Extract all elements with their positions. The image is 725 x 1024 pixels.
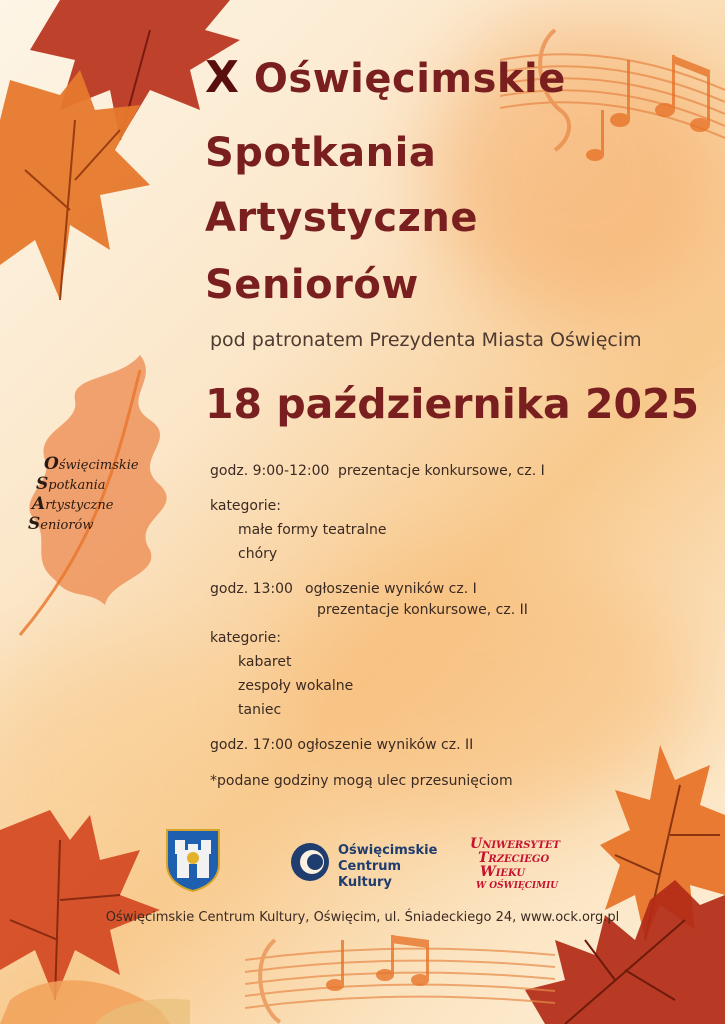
schedule-block1-time: godz. 9:00-12:00 xyxy=(210,463,330,479)
schedule-block1-desc: prezentacje konkursowe, cz. I xyxy=(338,463,545,479)
category-item: taniec xyxy=(238,702,282,718)
ock-logo-text xyxy=(338,843,437,891)
osas-logo-text xyxy=(28,454,139,535)
schedule-block2-time: godz. 13:00 xyxy=(210,581,293,597)
ock-line: Centrum xyxy=(338,859,402,874)
schedule-block2-desc-a: ogłoszenie wyników cz. I xyxy=(305,581,477,597)
category-item: małe formy teatralne xyxy=(238,522,387,538)
ock-line: Kultury xyxy=(338,875,392,890)
ock-line: Oświęcimskie xyxy=(338,843,438,858)
categories-label-1: kategorie: xyxy=(210,498,281,514)
utw-logo xyxy=(470,838,560,892)
osas-line-1: Oświęcimskie xyxy=(44,454,139,474)
osas-line-4: Seniorów xyxy=(28,514,94,534)
utw-line-2: TRZECIEGO xyxy=(478,850,550,866)
footer-address: Oświęcimskie Centrum Kultury, Oświęcim, ul. Śniadeckiego 24, www.ock.org.pl xyxy=(105,910,620,925)
event-date: 18 października 2025 xyxy=(205,380,700,428)
category-item: zespoły wokalne xyxy=(238,678,354,694)
schedule-block3: godz. 17:00 ogłoszenie wyników cz. II xyxy=(210,737,474,753)
title-edition: X xyxy=(205,52,240,103)
categories-label-2: kategorie: xyxy=(210,630,281,646)
utw-line-3: WIEKU xyxy=(480,864,526,880)
maple-leaf-top-left-icon xyxy=(0,0,240,310)
osas-line-3: Artystyczne xyxy=(32,494,114,514)
schedule-note: *podane godziny mogą ulec przesunięciom xyxy=(210,773,513,789)
category-item: chóry xyxy=(238,546,278,562)
music-notes-bottom-icon xyxy=(245,930,555,1024)
category-item: kabaret xyxy=(238,654,292,670)
title-word-1: Oświęcimskie xyxy=(253,56,566,102)
schedule-block2-desc-b: prezentacje konkursowe, cz. II xyxy=(317,602,528,618)
title-line-4: Seniorów xyxy=(205,262,419,308)
patronage-text: pod patronatem Prezydenta Miasta Oświęcim xyxy=(210,329,642,351)
utw-line-4: W OŚWIĘCIMIU xyxy=(476,881,559,891)
ock-logo-icon xyxy=(290,842,330,882)
utw-line-1: UNIWERSYTET xyxy=(470,836,561,852)
maple-leaf-bottom-right-icon xyxy=(525,880,725,1024)
osas-line-2: Spotkania xyxy=(36,474,106,494)
title-line-3: Artystyczne xyxy=(205,195,478,241)
title-line-2: Spotkania xyxy=(205,130,437,176)
title-line-1 xyxy=(205,52,566,103)
city-coat-of-arms-icon xyxy=(165,828,221,892)
